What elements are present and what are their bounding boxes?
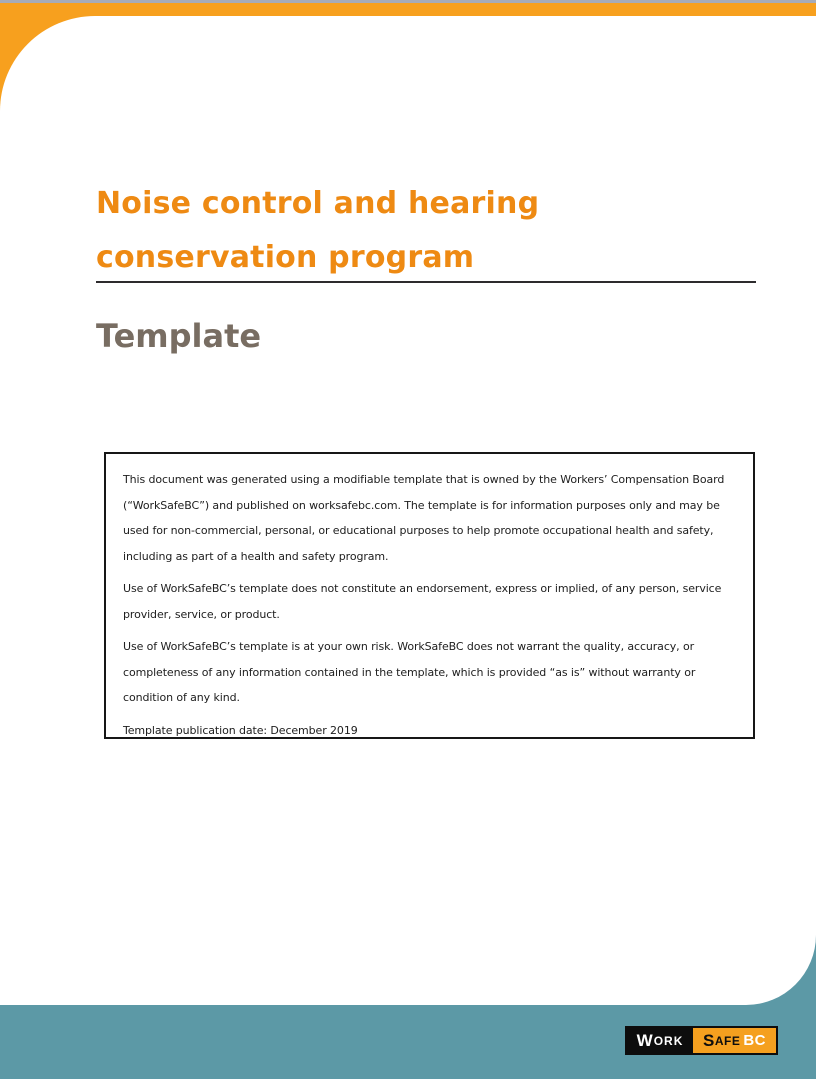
worksafebc-logo-work-segment	[627, 1028, 693, 1053]
logo-work-rest: ORK	[653, 1033, 684, 1048]
logo-bc: BC	[743, 1032, 766, 1049]
document-title-line-1: Noise control and hearing	[96, 186, 540, 222]
worksafebc-logo-safebc-segment	[693, 1028, 776, 1053]
logo-safe-initial: S	[702, 1031, 715, 1050]
title-divider	[96, 281, 756, 283]
worksafebc-logo	[625, 1026, 778, 1055]
document-title-line-2: conservation program	[96, 240, 475, 276]
document-subtitle: Template	[96, 316, 262, 355]
disclaimer-paragraph: Use of WorkSafeBC’s template does not constitute an endorsement, express or implied, of any person, service provider, service, or product.	[123, 582, 722, 621]
disclaimer-paragraph: Use of WorkSafeBC’s template is at your own risk. WorkSafeBC does not warrant the quality, accuracy, or completeness of any information contained in the template, which is provided “as is” without warranty or condition of any kind.	[123, 640, 696, 704]
disclaimer-paragraph: Template publication date: December 2019	[123, 723, 358, 737]
logo-work-initial: W	[636, 1031, 654, 1050]
disclaimer-paragraph: This document was generated using a modifiable template that is owned by the Workers’ Compensation Board (“WorkSafeBC”) and published on worksafebc.com. The template is for information purposes only and may be used for non-commercial, personal, or educational purposes to help promote occupational health and safety, including as part of a health and safety program.	[123, 473, 725, 563]
logo-safe-rest: AFE	[714, 1033, 741, 1048]
disclaimer-box	[104, 452, 755, 739]
document-title	[96, 177, 539, 285]
